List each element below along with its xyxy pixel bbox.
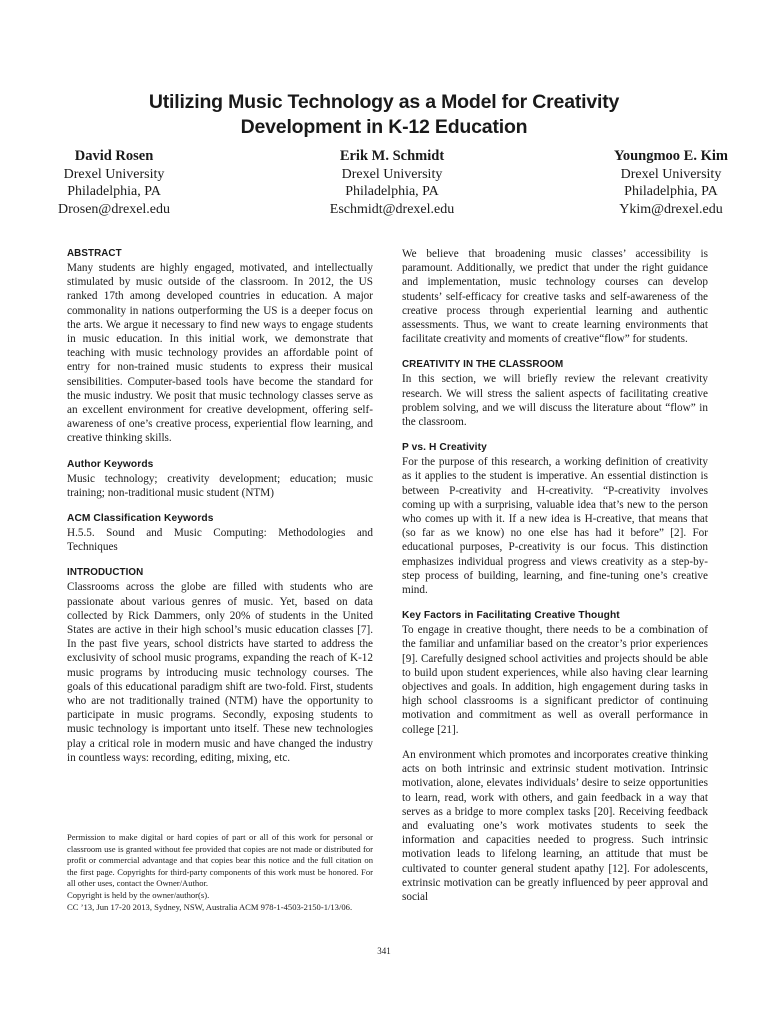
- introduction-continued: We believe that broadening music classes’ accessibility is paramount. Additionally, we predict that under the right guidance and implementation, music technology courses can develop students’ self-efficacy for creative tasks and self-awareness of the creative process through experiential learning and authentic assessments. Thus, we want to create learning environments that facilitate creativity and moments of creative“flow” for students.: [402, 248, 708, 346]
- author-affiliation: Drexel University: [341, 166, 443, 182]
- introduction-heading: INTRODUCTION: [67, 567, 144, 579]
- author-2: [330, 148, 454, 218]
- right-column: [402, 247, 708, 904]
- author-name: Erik M. Schmidt: [339, 148, 445, 164]
- key-factors-text: To engage in creative thought, there needs to be a combination of the familiar and unfamiliar based on the creator’s prior experiences [9]. Carefully designed school activities and projects should be able to build upon student experiences, while also having clear learning objectives and goals. In addition, high engagement during tasks in high school classrooms is a significant predictor of continuing motivation and commitment as well as overall performance in college [21].: [402, 624, 708, 736]
- conference-line: CC ’13, Jun 17-20 2013, Sydney, NSW, Australia ACM 978-1-4503-2150-1/13/06.: [67, 901, 353, 912]
- left-column: [67, 247, 373, 765]
- abstract-text: Many students are highly engaged, motivated, and intellectually stimulated by music outside of the classroom. In 2012, the US ranked 17th among developed countries in education. A major commonality in nations outperforming the US is a deeper focus on the arts. We argue it necessary to find new ways to engage students in music education. In this initial work, we demonstrate that teaching with music technology provides an affordable point of entry for non-trained music students to express their musical sensibilities. Computer-based tools have become the standard for the music industry. We posit that music technology classes serve as an excellent environment for creative development, offering self-awareness of one’s creative process, experiential flow learning, and creative thinking skills.: [67, 262, 373, 445]
- keywords-heading: Author Keywords: [67, 458, 154, 470]
- author-1: [58, 148, 170, 218]
- permission-notice: [67, 832, 373, 913]
- creativity-heading: CREATIVITY IN THE CLASSROOM: [402, 359, 564, 371]
- acm-heading: ACM Classification Keywords: [67, 513, 214, 525]
- abstract-heading: ABSTRACT: [67, 248, 122, 259]
- author-location: Philadelphia, PA: [345, 184, 439, 199]
- author-name: Youngmoo E. Kim: [613, 148, 728, 164]
- introduction-text: Classrooms across the globe are filled with students who are passionate about various genres of music. Yet, based on data collected by Rick Dammers, only 20% of students in the United States are active in their high school’s music education classes [7]. In the past five years, school districts have started to address the exclusivity of school music programs, expanding the reach of K-12 music programs by introducing music technology courses. The goals of this educational paradigm shift are two-fold. First, students who are not traditionally trained (NTM) have the opportunity to participate in music programs. Secondly, exposing students to music technology is important unto itself. These new technologies play a critical role in modern music and have changed the industry in countless ways: recording, editing, mixing, etc.: [67, 581, 373, 764]
- author-location: Philadelphia, PA: [624, 184, 718, 199]
- author-block: [58, 148, 728, 218]
- page-number: 341: [377, 946, 391, 956]
- key-factors-heading: Key Factors in Facilitating Creative Thought: [402, 610, 620, 622]
- environment-text: An environment which promotes and incorporates creative thinking acts on both intrinsic and extrinsic student motivation. Intrinsic motivation, alone, elevates individuals’ desire to seize opportunities to learn, read, work with others, and gain feedback in a way that serves as a bridge to more complex tasks [20]. Receiving feedback and evaluating one’s work motivates students to seek the information and capacities needed to progress. Such intrinsic motivation leads to lifelong learning, an attitude that must be cultivated to counter general student apathy [12]. For adolescents, extrinsic motivation can be greatly influenced by peer approval and social: [402, 748, 708, 903]
- acm-text: H.5.5. Sound and Music Computing: Methodologies and Techniques: [67, 527, 373, 554]
- p-vs-h-text: For the purpose of this research, a working definition of creativity as it applies to the student is imperative. An essential distinction is between P-creativity and H-creativity. “P-creativity involves coming up with a surprising, valuable idea that’s new to the person who comes up with it. If a new idea is H-creative, that means that (so far as we know) no one else has had it before” [2]. For educational purposes, P-creativity is our focus. This distinction emphasizes individual progress and views creativity as a step-by-step process of building, learning, and fine-tuning one’s creative mind.: [402, 456, 708, 597]
- author-email: Eschmidt@drexel.edu: [329, 201, 455, 217]
- permission-text: Permission to make digital or hard copies of part or all of this work for personal or classroom use is granted without fee provided that copies are not made or distributed for profit or commercial advantage and that copies bear this notice and the full citation on the first page. Copyrights for third-party components of this work must be honored. For all other uses, contact the Owner/Author.: [67, 832, 373, 889]
- author-email: Drosen@drexel.edu: [58, 201, 171, 217]
- author-affiliation: Drexel University: [63, 166, 165, 182]
- keywords-text: Music technology; creativity development; education; music training; non-traditional music student (NTM): [67, 472, 373, 499]
- creativity-text: In this section, we will briefly review the relevant creativity research. We will stress the salient aspects of facilitating creative problem solving, and we will discuss the literature about “flow” in the classroom.: [402, 373, 708, 429]
- p-vs-h-heading: P vs. H Creativity: [402, 442, 487, 454]
- author-name: David Rosen: [74, 148, 154, 164]
- author-email: Ykim@drexel.edu: [619, 201, 723, 217]
- author-3: [614, 148, 728, 218]
- author-affiliation: Drexel University: [620, 166, 722, 182]
- title-line-2: Development in K-12 Education: [240, 116, 528, 138]
- author-location: Philadelphia, PA: [67, 184, 161, 199]
- paper-title: [40, 90, 728, 140]
- copyright-line: Copyright is held by the owner/author(s).: [67, 889, 210, 900]
- title-line-1: Utilizing Music Technology as a Model for Creativity: [148, 91, 620, 113]
